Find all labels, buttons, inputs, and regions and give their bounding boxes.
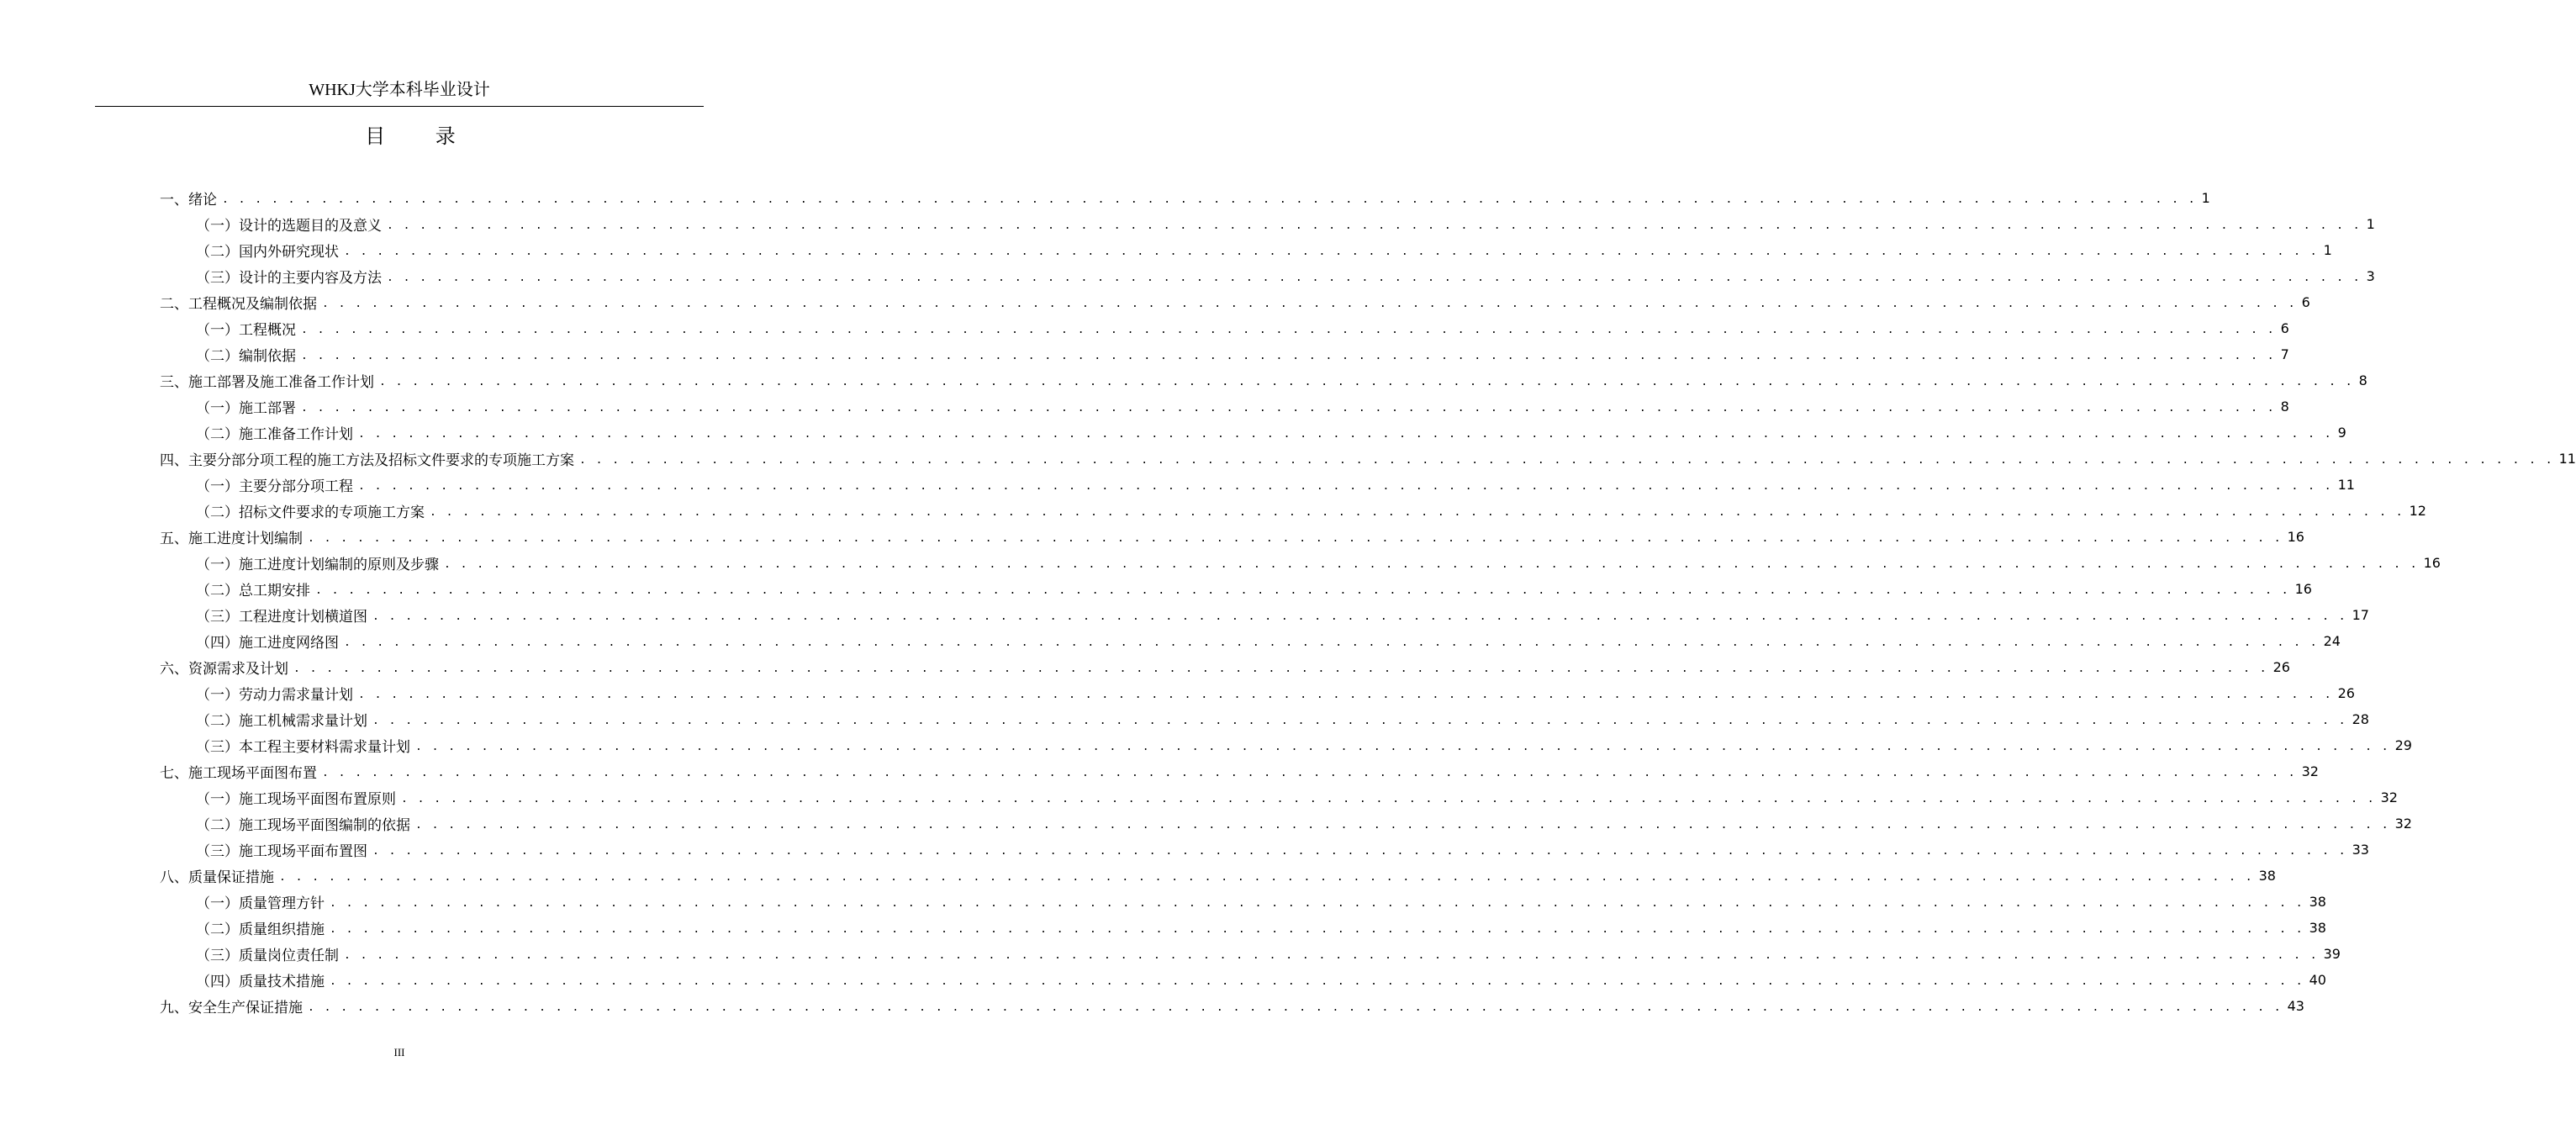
toc-entry[interactable] bbox=[160, 706, 2369, 732]
toc-entry-label: 九、安全生产保证措施 bbox=[160, 1000, 303, 1016]
toc-entry-label: （一）施工现场平面图布置原则 bbox=[196, 791, 396, 808]
toc-dot-leader: . . . . . . . . . . . . . . . . . . . . . . . . . . . . . . . . . . . . . . . . . . . . . . . . . . . . . . . . . . . . . . . . . . . . . . . . . . . . . . . . . . . . . . . . . . . . . . . . . . . . . . . . . . . . . . . . . . . . . . . . bbox=[301, 350, 2276, 362]
toc-entry-page: 40 bbox=[2309, 972, 2326, 988]
toc-entry-page: 32 bbox=[2301, 763, 2319, 779]
toc-entry-label: （三）工程进度计划横道图 bbox=[196, 609, 367, 626]
toc-entry-page: 39 bbox=[2323, 946, 2341, 962]
toc-entry[interactable] bbox=[160, 576, 2312, 602]
toc-entry[interactable] bbox=[160, 863, 2276, 889]
toc-entry-page: 32 bbox=[2394, 816, 2412, 832]
toc-entry-label: 四、主要分部分项工程的施工方法及招标文件要求的专项施工方案 bbox=[160, 452, 574, 469]
toc-dot-leader: . . . . . . . . . . . . . . . . . . . . . . . . . . . . . . . . . . . . . . . . . . . . . . . . . . . . . . . . . . . . . . . . . . . . . . . . . . . . . . . . . . . . . . . . . . . . . . . . . . . . . . . . . . . . . . . . . . . . . . . . bbox=[358, 428, 2333, 441]
toc-entry-page: 24 bbox=[2323, 633, 2341, 649]
toc-entry[interactable] bbox=[160, 967, 2326, 993]
toc-entry[interactable] bbox=[160, 341, 2289, 367]
toc-entry[interactable] bbox=[160, 211, 2375, 237]
page-number: III bbox=[393, 1046, 405, 1059]
toc-entry-label: （二）招标文件要求的专项施工方案 bbox=[196, 504, 425, 521]
toc-entry[interactable] bbox=[160, 732, 2412, 758]
toc-entry-page: 33 bbox=[2352, 842, 2369, 858]
toc-dot-leader: . . . . . . . . . . . . . . . . . . . . . . . . . . . . . . . . . . . . . . . . . . . . . . . . . . . . . . . . . . . . . . . . . . . . . . . . . . . . . . . . . . . . . . . . . . . . . . . . . . . . . . . . . . . . . . . . . . . . . . . . bbox=[372, 845, 2347, 858]
toc-entry[interactable] bbox=[160, 446, 2576, 472]
toc-dot-leader: . . . . . . . . . . . . . . . . . . . . . . . . . . . . . . . . . . . . . . . . . . . . . . . . . . . . . . . . . . . . . . . . . . . . . . . . . . . . . . . . . . . . . . . . . . . . . . . . . . . . . . . . . . . . . . . . . . . . . . . . bbox=[308, 1001, 2283, 1014]
toc-entry[interactable] bbox=[160, 289, 2310, 315]
toc-dot-leader: . . . . . . . . . . . . . . . . . . . . . . . . . . . . . . . . . . . . . . . . . . . . . . . . . . . . . . . . . . . . . . . . . . . . . . . . . . . . . . . . . . . . . . . . . . . . . . . . . . . . . . . . . . . . . . . . . . . . . . . . bbox=[415, 741, 2390, 753]
toc-dot-leader: . . . . . . . . . . . . . . . . . . . . . . . . . . . . . . . . . . . . . . . . . . . . . . . . . . . . . . . . . . . . . . . . . . . . . . . . . . . . . . . . . . . . . . . . . . . . . . . . . . . . . . . . . . . . . . . . . . . . . . . . bbox=[301, 402, 2276, 415]
toc-entry[interactable] bbox=[160, 654, 2290, 680]
toc-entry[interactable] bbox=[160, 889, 2326, 915]
toc-entry[interactable] bbox=[160, 367, 2367, 393]
toc-dot-leader: . . . . . . . . . . . . . . . . . . . . . . . . . . . . . . . . . . . . . . . . . . . . . . . . . . . . . . . . . . . . . . . . . . . . . . . . . . . . . . . . . . . . . . . . . . . . . . . . . . . . . . . . . . . . . . . . . . . . . . . . bbox=[358, 480, 2333, 493]
toc-entry-label: （三）设计的主要内容及方法 bbox=[196, 270, 382, 287]
toc-entry[interactable] bbox=[160, 811, 2412, 837]
toc-entry[interactable] bbox=[160, 680, 2355, 706]
toc-entry-page: 8 bbox=[2280, 399, 2289, 415]
toc-dot-leader: . . . . . . . . . . . . . . . . . . . . . . . . . . . . . . . . . . . . . . . . . . . . . . . . . . . . . . . . . . . . . . . . . . . . . . . . . . . . . . . . . . . . . . . . . . . . . . . . . . . . . . . . . . . . . . . . . . . . . . . . bbox=[415, 819, 2390, 832]
toc-dot-leader: . . . . . . . . . . . . . . . . . . . . . . . . . . . . . . . . . . . . . . . . . . . . . . . . . . . . . . . . . . . . . . . . . . . . . . . . . . . . . . . . . . . . . . . . . . . . . . . . . . . . . . . . . . . . . . . . . . . . . . . . bbox=[330, 897, 2304, 910]
toc-dot-leader: . . . . . . . . . . . . . . . . . . . . . . . . . . . . . . . . . . . . . . . . . . . . . . . . . . . . . . . . . . . . . . . . . . . . . . . . . . . . . . . . . . . . . . . . . . . . . . . . . . . . . . . . . . . . . . . . . . . . . . . . bbox=[222, 193, 2197, 206]
toc-entry-label: （一）工程概况 bbox=[196, 322, 296, 339]
toc-entry[interactable] bbox=[160, 993, 2304, 1019]
toc-entry[interactable] bbox=[160, 628, 2341, 654]
toc-entry-label: （二）施工机械需求量计划 bbox=[196, 713, 367, 730]
toc-entry-label: （二）质量组织措施 bbox=[196, 921, 325, 938]
toc-entry-label: （四）施工进度网络图 bbox=[196, 635, 339, 652]
toc-dot-leader: . . . . . . . . . . . . . . . . . . . . . . . . . . . . . . . . . . . . . . . . . . . . . . . . . . . . . . . . . . . . . . . . . . . . . . . . . . . . . . . . . . . . . . . . . . . . . . . . . . . . . . . . . . . . . . . . . . . . . . . . bbox=[387, 219, 2362, 232]
toc-entry[interactable] bbox=[160, 550, 2441, 576]
toc-entry-page: 29 bbox=[2394, 737, 2412, 753]
toc-entry-label: （四）质量技术措施 bbox=[196, 974, 325, 990]
toc-dot-leader: . . . . . . . . . . . . . . . . . . . . . . . . . . . . . . . . . . . . . . . . . . . . . . . . . . . . . . . . . . . . . . . . . . . . . . . . . . . . . . . . . . . . . . . . . . . . . . . . . . . . . . . . . . . . . . . . . . . . . . . . bbox=[322, 767, 2297, 779]
toc-entry-label: 五、施工进度计划编制 bbox=[160, 531, 303, 547]
toc-entry-page: 43 bbox=[2287, 998, 2304, 1014]
toc-dot-leader: . . . . . . . . . . . . . . . . . . . . . . . . . . . . . . . . . . . . . . . . . . . . . . . . . . . . . . . . . . . . . . . . . . . . . . . . . . . . . . . . . . . . . . . . . . . . . . . . . . . . . . . . . . . . . . . . . . . . . . . . bbox=[379, 376, 2354, 388]
page-header-title: WHKJ大学本科毕业设计 bbox=[309, 81, 490, 99]
toc-entry-label: 三、施工部署及施工准备工作计划 bbox=[160, 374, 374, 391]
toc-entry-label: （三）质量岗位责任制 bbox=[196, 948, 339, 964]
toc-entry-label: （二）施工现场平面图编制的依据 bbox=[196, 817, 410, 834]
toc-entry-label: 六、资源需求及计划 bbox=[160, 661, 288, 678]
toc-entry[interactable] bbox=[160, 498, 2426, 524]
toc-entry-page: 38 bbox=[2309, 894, 2326, 910]
toc-dot-leader: . . . . . . . . . . . . . . . . . . . . . . . . . . . . . . . . . . . . . . . . . . . . . . . . . . . . . . . . . . . . . . . . . . . . . . . . . . . . . . . . . . . . . . . . . . . . . . . . . . . . . . . . . . . . . . . . . . . . . . . . bbox=[322, 298, 2297, 310]
toc-entry-label: 七、施工现场平面图布置 bbox=[160, 765, 317, 782]
toc-entry-label: 八、质量保证措施 bbox=[160, 869, 274, 886]
toc-entry-page: 6 bbox=[2301, 294, 2310, 310]
toc-dot-leader: . . . . . . . . . . . . . . . . . . . . . . . . . . . . . . . . . . . . . . . . . . . . . . . . . . . . . . . . . . . . . . . . . . . . . . . . . . . . . . . . . . . . . . . . . . . . . . . . . . . . . . . . . . . . . . . . . . . . . . . . bbox=[293, 663, 2268, 675]
toc-entry-page: 1 bbox=[2201, 190, 2210, 206]
toc-entry[interactable] bbox=[160, 524, 2304, 550]
toc-dot-leader: . . . . . . . . . . . . . . . . . . . . . . . . . . . . . . . . . . . . . . . . . . . . . . . . . . . . . . . . . . . . . . . . . . . . . . . . . . . . . . . . . . . . . . . . . . . . . . . . . . . . . . . . . . . . . . . . . . . . . . . . bbox=[330, 975, 2304, 988]
toc-entry[interactable] bbox=[160, 602, 2369, 628]
toc-entry[interactable] bbox=[160, 393, 2289, 420]
toc-dot-leader: . . . . . . . . . . . . . . . . . . . . . . . . . . . . . . . . . . . . . . . . . . . . . . . . . . . . . . . . . . . . . . . . . . . . . . . . . . . . . . . . . . . . . . . . . . . . . . . . . . . . . . . . . . . . . . . . . . . . . . . . bbox=[344, 246, 2319, 258]
toc-entry-page: 38 bbox=[2258, 868, 2276, 884]
toc-entry-page: 9 bbox=[2337, 425, 2346, 441]
toc-dot-leader: . . . . . . . . . . . . . . . . . . . . . . . . . . . . . . . . . . . . . . . . . . . . . . . . . . . . . . . . . . . . . . . . . . . . . . . . . . . . . . . . . . . . . . . . . . . . . . . . . . . . . . . . . . . . . . . . . . . . . . . . bbox=[372, 610, 2347, 623]
toc-dot-leader: . . . . . . . . . . . . . . . . . . . . . . . . . . . . . . . . . . . . . . . . . . . . . . . . . . . . . . . . . . . . . . . . . . . . . . . . . . . . . . . . . . . . . . . . . . . . . . . . . . . . . . . . . . . . . . . . . . . . . . . . bbox=[344, 949, 2319, 962]
toc-entry-label: （一）施工部署 bbox=[196, 400, 296, 417]
toc-entry-page: 6 bbox=[2280, 320, 2289, 336]
toc-entry-page: 12 bbox=[2409, 503, 2426, 519]
toc-entry[interactable] bbox=[160, 263, 2375, 289]
toc-dot-leader: . . . . . . . . . . . . . . . . . . . . . . . . . . . . . . . . . . . . . . . . . . . . . . . . . . . . . . . . . . . . . . . . . . . . . . . . . . . . . . . . . . . . . . . . . . . . . . . . . . . . . . . . . . . . . . . . . . . . . . . . bbox=[315, 584, 2290, 597]
toc-entry-page: 16 bbox=[2294, 581, 2312, 597]
toc-entry-page: 26 bbox=[2337, 685, 2355, 701]
toc-entry[interactable] bbox=[160, 941, 2341, 967]
toc-entry-page: 1 bbox=[2323, 242, 2332, 258]
toc-dot-leader: . . . . . . . . . . . . . . . . . . . . . . . . . . . . . . . . . . . . . . . . . . . . . . . . . . . . . . . . . . . . . . . . . . . . . . . . . . . . . . . . . . . . . . . . . . . . . . . . . . . . . . . . . . . . . . . . . . . . . . . . bbox=[308, 532, 2283, 545]
toc-entry-page: 16 bbox=[2287, 529, 2304, 545]
toc-title: 目 录 bbox=[365, 124, 478, 148]
table-of-contents bbox=[160, 185, 2576, 1019]
toc-dot-leader: . . . . . . . . . . . . . . . . . . . . . . . . . . . . . . . . . . . . . . . . . . . . . . . . . . . . . . . . . . . . . . . . . . . . . . . . . . . . . . . . . . . . . . . . . . . . . . . . . . . . . . . . . . . . . . . . . . . . . . . . bbox=[401, 793, 2376, 805]
toc-entry[interactable] bbox=[160, 420, 2346, 446]
toc-dot-leader: . . . . . . . . . . . . . . . . . . . . . . . . . . . . . . . . . . . . . . . . . . . . . . . . . . . . . . . . . . . . . . . . . . . . . . . . . . . . . . . . . . . . . . . . . . . . . . . . . . . . . . . . . . . . . . . . . . . . . . . . bbox=[344, 636, 2319, 649]
toc-entry-page: 28 bbox=[2352, 711, 2369, 727]
toc-entry-label: （三）本工程主要材料需求量计划 bbox=[196, 739, 410, 756]
toc-entry[interactable] bbox=[160, 185, 2210, 211]
toc-entry-label: （一）质量管理方针 bbox=[196, 895, 325, 912]
toc-entry-page: 11 bbox=[2337, 477, 2355, 493]
toc-dot-leader: . . . . . . . . . . . . . . . . . . . . . . . . . . . . . . . . . . . . . . . . . . . . . . . . . . . . . . . . . . . . . . . . . . . . . . . . . . . . . . . . . . . . . . . . . . . . . . . . . . . . . . . . . . . . . . . . . . . . . . . . bbox=[301, 324, 2276, 336]
toc-entry-label: （二）国内外研究现状 bbox=[196, 244, 339, 261]
header-divider bbox=[95, 106, 704, 107]
toc-entry-page: 8 bbox=[2358, 372, 2367, 388]
toc-entry-page: 38 bbox=[2309, 920, 2326, 936]
toc-entry-page: 7 bbox=[2280, 346, 2289, 362]
toc-entry-page: 16 bbox=[2423, 555, 2441, 571]
toc-entry-page: 26 bbox=[2272, 659, 2290, 675]
toc-entry-label: （一）设计的选题目的及意义 bbox=[196, 218, 382, 235]
toc-entry-label: （二）总工期安排 bbox=[196, 583, 310, 599]
toc-dot-leader: . . . . . . . . . . . . . . . . . . . . . . . . . . . . . . . . . . . . . . . . . . . . . . . . . . . . . . . . . . . . . . . . . . . . . . . . . . . . . . . . . . . . . . . . . . . . . . . . . . . . . . . . . . . . . . . . . . . . . . . . bbox=[387, 272, 2362, 284]
toc-entry[interactable] bbox=[160, 915, 2326, 941]
toc-entry-label: 一、绪论 bbox=[160, 192, 217, 209]
toc-entry-page: 11 bbox=[2558, 451, 2576, 467]
toc-entry-label: （一）施工进度计划编制的原则及步骤 bbox=[196, 557, 439, 573]
toc-entry-label: （二）施工准备工作计划 bbox=[196, 426, 353, 443]
toc-entry[interactable] bbox=[160, 758, 2319, 784]
toc-dot-leader: . . . . . . . . . . . . . . . . . . . . . . . . . . . . . . . . . . . . . . . . . . . . . . . . . . . . . . . . . . . . . . . . . . . . . . . . . . . . . . . . . . . . . . . . . . . . . . . . . . . . . . . . . . . . . . . . . . . . . . . . bbox=[358, 689, 2333, 701]
toc-entry-page: 1 bbox=[2366, 216, 2375, 232]
toc-dot-leader: . . . . . . . . . . . . . . . . . . . . . . . . . . . . . . . . . . . . . . . . . . . . . . . . . . . . . . . . . . . . . . . . . . . . . . . . . . . . . . . . . . . . . . . . . . . . . . . . . . . . . . . . . . . . . . . . . . . . . . . . bbox=[279, 871, 2254, 884]
toc-dot-leader: . . . . . . . . . . . . . . . . . . . . . . . . . . . . . . . . . . . . . . . . . . . . . . . . . . . . . . . . . . . . . . . . . . . . . . . . . . . . . . . . . . . . . . . . . . . . . . . . . . . . . . . . . . . . . . . . . . . . . . . . bbox=[444, 558, 2419, 571]
toc-dot-leader: . . . . . . . . . . . . . . . . . . . . . . . . . . . . . . . . . . . . . . . . . . . . . . . . . . . . . . . . . . . . . . . . . . . . . . . . . . . . . . . . . . . . . . . . . . . . . . . . . . . . . . . . . . . . . . . . . . . . . . . . bbox=[372, 715, 2347, 727]
toc-entry-label: （二）编制依据 bbox=[196, 348, 296, 365]
toc-entry[interactable] bbox=[160, 472, 2355, 498]
toc-dot-leader: . . . . . . . . . . . . . . . . . . . . . . . . . . . . . . . . . . . . . . . . . . . . . . . . . . . . . . . . . . . . . . . . . . . . . . . . . . . . . . . . . . . . . . . . . . . . . . . . . . . . . . . . . . . . . . . . . . . . . . . . bbox=[330, 923, 2304, 936]
toc-entry-label: （三）施工现场平面布置图 bbox=[196, 843, 367, 860]
toc-entry[interactable] bbox=[160, 784, 2398, 811]
toc-entry-page: 32 bbox=[2380, 789, 2398, 805]
toc-dot-leader: . . . . . . . . . . . . . . . . . . . . . . . . . . . . . . . . . . . . . . . . . . . . . . . . . . . . . . . . . . . . . . . . . . . . . . . . . . . . . . . . . . . . . . . . . . . . . . . . . . . . . . . . . . . . . . . . . . . . . . . . bbox=[430, 506, 2404, 519]
toc-entry-label: （一）劳动力需求量计划 bbox=[196, 687, 353, 704]
toc-entry-label: （一）主要分部分项工程 bbox=[196, 478, 353, 495]
toc-entry-page: 3 bbox=[2366, 268, 2375, 284]
toc-entry[interactable] bbox=[160, 837, 2369, 863]
toc-entry[interactable] bbox=[160, 315, 2289, 341]
toc-entry-label: 二、工程概况及编制依据 bbox=[160, 296, 317, 313]
toc-dot-leader: . . . . . . . . . . . . . . . . . . . . . . . . . . . . . . . . . . . . . . . . . . . . . . . . . . . . . . . . . . . . . . . . . . . . . . . . . . . . . . . . . . . . . . . . . . . . . . . . . . . . . . . . . . . . . . . . . . . . . . . . bbox=[579, 454, 2554, 467]
toc-entry[interactable] bbox=[160, 237, 2332, 263]
toc-entry-page: 17 bbox=[2352, 607, 2369, 623]
